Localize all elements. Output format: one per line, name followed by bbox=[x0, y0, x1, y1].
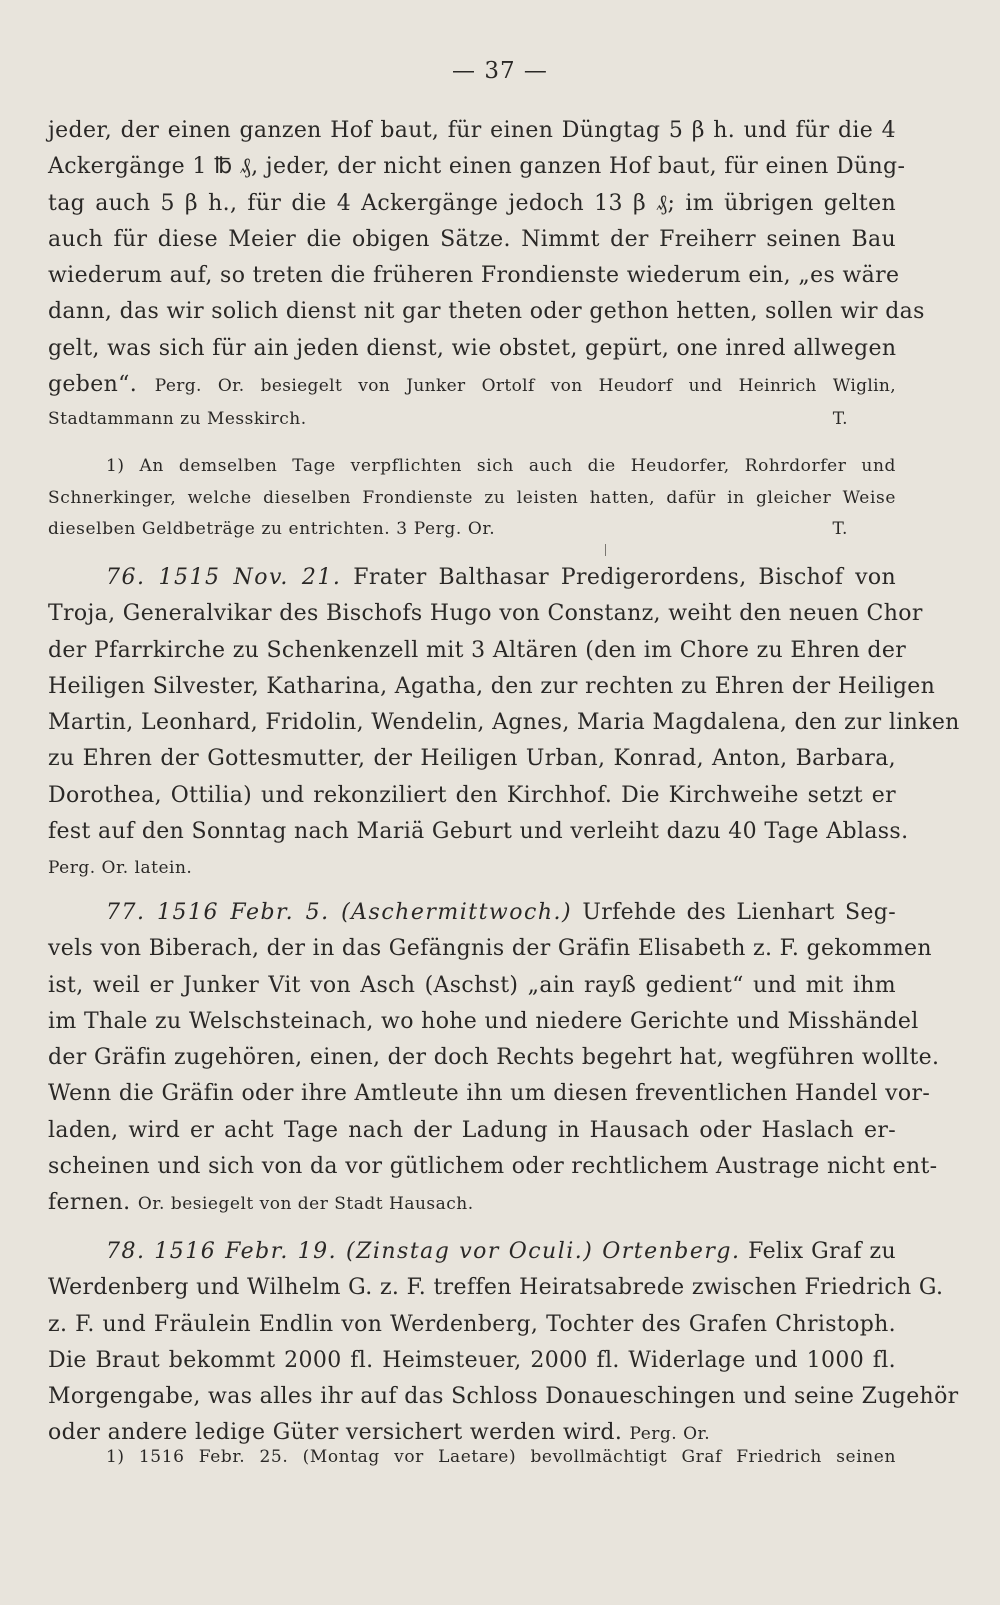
text-line: der Gräfin zugehören, einen, der doch Rechts begehrt hat, wegführen wollte. bbox=[48, 1045, 940, 1071]
source-location: Stadtammann zu Messkirch. bbox=[48, 409, 307, 430]
text-line: ist, weil er Junker Vit von Asch (Aschst) „ain rayß gedient“ und mit ihm bbox=[48, 972, 896, 998]
text-line bbox=[48, 367, 896, 404]
entry-76 bbox=[48, 560, 960, 887]
text-line: Dorothea, Ottilia) und rekonziliert den Kirchhof. Die Kirchweihe setzt er bbox=[48, 782, 896, 808]
entry-78 bbox=[48, 1234, 959, 1453]
archive-mark: T. bbox=[832, 409, 848, 430]
text-fragment: Urfehde des Lienhart Seg- bbox=[582, 900, 896, 925]
text-line: Morgengabe, was alles ihr auf das Schloss Donaueschingen und seine Zugehör bbox=[48, 1384, 959, 1410]
source-note: Perg. Or. besiegelt von Junker Ortolf von Heudorf und Heinrich Wiglin, bbox=[154, 376, 896, 397]
text-line: Ackergänge 1 ℔ ₰, jeder, der nicht einen ganzen Hof baut, für einen Düng- bbox=[48, 154, 906, 180]
entry-first-line bbox=[48, 1234, 896, 1270]
text-line: im Thale zu Welschsteinach, wo hohe und niedere Gerichte und Misshändel bbox=[48, 1008, 919, 1034]
text-line: gelt, was sich für ain jeden dienst, wie obstet, gepürt, one inred allwegen bbox=[48, 335, 897, 361]
footnote-2 bbox=[48, 1442, 896, 1474]
text-line: z. F. und Fräulein Endlin von Werdenberg, Tochter des Grafen Christoph. bbox=[48, 1311, 896, 1337]
text-fragment: Frater Balthasar Predigerordens, Bischof von bbox=[353, 565, 897, 590]
entry-first-line bbox=[48, 560, 896, 596]
entry-heading: 77. 1516 Febr. 5. (Aschermittwoch.) bbox=[106, 900, 573, 925]
archive-mark: T. bbox=[832, 519, 848, 539]
footnote-text: dieselben Geldbeträge zu entrichten. 3 Perg. Or. bbox=[48, 519, 496, 539]
text-line: fest auf den Sonntag nach Mariä Geburt und verleiht dazu 40 Tage Ablass. bbox=[48, 819, 909, 845]
entry-heading: 78. 1516 Febr. 19. (Zinstag vor Oculi.) Ortenberg. bbox=[106, 1239, 741, 1264]
footnote-line bbox=[48, 514, 896, 546]
text-line: auch für diese Meier die obigen Sätze. Nimmt der Freiherr seinen Bau bbox=[48, 226, 896, 252]
entry-first-line bbox=[48, 895, 896, 931]
text-fragment: fernen. bbox=[48, 1190, 131, 1216]
source-note: Perg. Or. latein. bbox=[48, 858, 193, 879]
text-line: Werdenberg und Wilhelm G. z. F. treffen Heiratsabrede zwischen Friedrich G. bbox=[48, 1275, 944, 1301]
text-fragment: oder andere ledige Güter versichert werden wird. bbox=[48, 1420, 623, 1446]
entry-77 bbox=[48, 895, 940, 1223]
footnote-line: Schnerkinger, welche dieselben Frondienste zu leisten hatten, dafür in gleicher Weise bbox=[48, 487, 896, 508]
text-line bbox=[48, 1185, 896, 1222]
text-line: Wenn die Gräfin oder ihre Amtleute ihn um diesen freventlichen Handel vor- bbox=[48, 1081, 931, 1107]
text-line: jeder, der einen ganzen Hof baut, für einen Düngtag 5 β h. und für die 4 bbox=[48, 118, 896, 143]
intro-paragraph bbox=[48, 113, 925, 434]
footnote-line: 1) An demselben Tage verpflichten sich auch die Heudorfer, Rohrdorfer und bbox=[106, 456, 896, 476]
text-fragment: geben“. bbox=[48, 372, 138, 398]
text-line: Heiligen Silvester, Katharina, Agatha, den zur rechten zu Ehren der Heiligen bbox=[48, 673, 936, 699]
text-fragment: Felix Graf zu bbox=[748, 1239, 897, 1264]
text-line: wiederum auf, so treten die früheren Frondienste wiederum ein, „es wäre bbox=[48, 263, 900, 289]
entry-heading: 76. 1515 Nov. 21. bbox=[106, 565, 342, 590]
text-line: Martin, Leonhard, Fridolin, Wendelin, Agnes, Maria Magdalena, den zur linken bbox=[48, 710, 960, 736]
source-note: Perg. Or. bbox=[629, 1424, 711, 1445]
text-line: zu Ehren der Gottesmutter, der Heiligen Urban, Konrad, Anton, Barbara, bbox=[48, 746, 896, 772]
text-line: Troja, Generalvikar des Bischofs Hugo von Constanz, weiht den neuen Chor bbox=[48, 601, 923, 627]
source-note: Or. besiegelt von der Stadt Hausach. bbox=[137, 1194, 474, 1215]
text-line: vels von Biberach, der in das Gefängnis der Gräfin Elisabeth z. F. gekommen bbox=[48, 936, 932, 962]
text-line: scheinen und sich von da vor gütlichem oder rechtlichem Austrage nicht ent- bbox=[48, 1154, 938, 1180]
page-number: — 37 — bbox=[452, 58, 548, 84]
text-line: tag auch 5 β h., für die 4 Ackergänge jedoch 13 β ₰; im übrigen gelten bbox=[48, 190, 896, 216]
text-line: dann, das wir solich dienst nit gar theten oder gethon hetten, sollen wir das bbox=[48, 299, 925, 325]
source-line bbox=[48, 404, 896, 434]
divider-mark bbox=[605, 544, 606, 556]
footnote-1 bbox=[48, 451, 896, 546]
text-line: laden, wird er acht Tage nach der Ladung in Hausach oder Haslach er- bbox=[48, 1117, 896, 1143]
text-line: Die Braut bekommt 2000 fl. Heimsteuer, 2000 fl. Widerlage und 1000 fl. bbox=[48, 1347, 896, 1373]
footnote-line: 1) 1516 Febr. 25. (Montag vor Laetare) bevollmächtigt Graf Friedrich seinen bbox=[106, 1447, 896, 1467]
text-line: der Pfarrkirche zu Schenkenzell mit 3 Altären (den im Chore zu Ehren der bbox=[48, 637, 907, 663]
